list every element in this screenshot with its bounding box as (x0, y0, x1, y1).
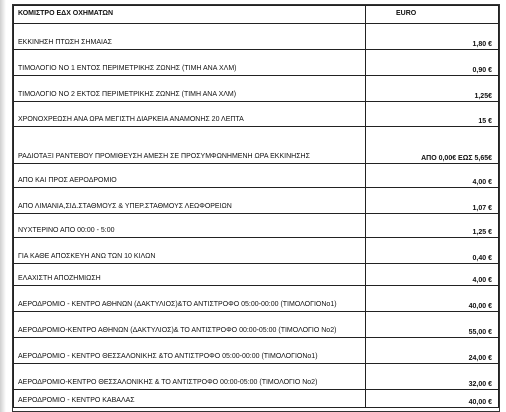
row-description: ΑΠΟ ΚΑΙ ΠΡΟΣ ΑΕΡΟΔΡΟΜΙΟ (18, 177, 117, 184)
table-row (14, 102, 499, 127)
table-row (14, 364, 499, 390)
row-description: ΑΠΟ ΛΙΜΑΝΙΑ,ΣΙΔ.ΣΤΑΘΜΟΥΣ & ΥΠΕΡ.ΣΤΑΘΜΟΥΣ ΛΕΩΦΟΡΕΙΩΝ (18, 203, 232, 210)
row-value: ΑΠΟ 0,00€ ΕΩΣ 5,65€ (366, 127, 499, 164)
row-value: 1,80 € (366, 24, 499, 50)
row-description: ΤΙΜΟΛΟΓΙΟ ΝΟ 1 ΕΝΤΟΣ ΠΕΡΙΜΕΤΡΙΚΗΣ ΖΩΝΗΣ (ΤΙΜΗ ΑΝΑ ΧΛΜ) (18, 65, 237, 72)
row-description: ΕΛΑΧΙΣΤΗ ΑΠΟΖΗΜΙΩΣΗ (18, 275, 101, 282)
row-value: 1,25 € (366, 214, 499, 238)
row-value: 15 € (366, 102, 499, 127)
row-value: 4,00 € (366, 164, 499, 188)
fare-table-frame (12, 4, 500, 412)
table-row (14, 164, 499, 188)
row-description: ΧΡΟΝΟΧΡΕΩΣΗ ΑΝΑ ΩΡΑ ΜΕΓΙΣΤΗ ΔΙΑΡΚΕΙΑ ΑΝΑΜΟΝΗΣ 20 ΛΕΠΤΑ (18, 116, 244, 123)
table-row (14, 214, 499, 238)
row-description: ΑΕΡΟΔΡΟΜΙΟ - ΚΕΝΤΡΟ ΑΘΗΝΩΝ (ΔΑΚΤΥΛΙΟΣ)&ΤΟ ΑΝΤΙΣΤΡΟΦΟ 05:00-00:00 (ΤΙΜΟΛΟΓΙΟΝο1) (18, 301, 337, 308)
table-row (14, 188, 499, 214)
row-value: 4,00 € (366, 264, 499, 286)
row-description: ΑΕΡΟΔΡΟΜΙΟ-ΚΕΝΤΡΟ ΘΕΣΣΑΛΟΝΙΚΗΣ & ΤΟ ΑΝΤΙΣΤΡΟΦΟ 00:00-05:00 (ΤΙΜΟΛΟΓΙΟ Νο2) (18, 379, 318, 386)
row-value: 55,00 € (366, 312, 499, 338)
row-description: ΝΥΧΤΕΡΙΝΟ ΑΠΟ 00:00 - 5:00 (18, 227, 115, 234)
row-value: 0,90 € (366, 50, 499, 76)
table-row (14, 312, 499, 338)
row-value: 1,25€ (366, 76, 499, 102)
row-value: 32,00 € (366, 364, 499, 390)
table-title: ΚΟΜΙΣΤΡΟ ΕΔΧ ΟΧΗΜΑΤΩΝ (14, 6, 366, 24)
row-description: ΕΚΚΙΝΗΣΗ ΠΤΩΣΗ ΣΗΜΑΙΑΣ (18, 39, 112, 46)
row-description: ΤΙΜΟΛΟΓΙΟ ΝΟ 2 ΕΚΤΟΣ ΠΕΡΙΜΕΤΡΙΚΗΣ ΖΩΝΗΣ (ΤΙΜΗ ΑΝΑ ΧΛΜ) (18, 91, 237, 98)
fare-table (13, 5, 499, 408)
row-description: ΑΕΡΟΔΡΟΜΙΟ - ΚΕΝΤΡΟ ΚΑΒΑΛΑΣ (18, 397, 135, 404)
table-row (14, 264, 499, 286)
table-row (14, 127, 499, 164)
row-value: 40,00 € (366, 286, 499, 312)
row-value: 1,07 € (366, 188, 499, 214)
row-value: 24,00 € (366, 338, 499, 364)
row-value: 40,00 € (366, 390, 499, 408)
row-description: ΓΙΑ ΚΑΘΕ ΑΠΟΣΚΕΥΗ ΑΝΩ ΤΩΝ 10 ΚΙΛΩΝ (18, 253, 156, 260)
table-row (14, 238, 499, 264)
table-row (14, 24, 499, 50)
table-row (14, 286, 499, 312)
table-row (14, 390, 499, 408)
row-value: 0,40 € (366, 238, 499, 264)
currency-header: EURO (366, 6, 499, 24)
table-header-row (14, 6, 499, 24)
row-description: ΑΕΡΟΔΡΟΜΙΟ - ΚΕΝΤΡΟ ΘΕΣΣΑΛΟΝΙΚΗΣ &ΤΟ ΑΝΤΙΣΤΡΟΦΟ 05:00-00:00 (ΤΙΜΟΛΟΓΙΟΝο1) (18, 353, 318, 360)
row-description: ΑΕΡΟΔΡΟΜΙΟ-ΚΕΝΤΡΟ ΑΘΗΝΩΝ (ΔΑΚΤΥΛΙΟΣ)& ΤΟ ΑΝΤΙΣΤΡΟΦΟ 00:00-05:00 (ΤΙΜΟΛΟΓΙΟ Νο2) (18, 327, 337, 334)
table-row (14, 76, 499, 102)
row-description: ΡΑΔΙΟΤΑΞΙ ΡΑΝΤΕΒΟΥ ΠΡΟΜΙΘΕΥΣΗ ΑΜΕΣΗ ΣΕ ΠΡΟΣΥΜΦΩΝΗΜΕΝΗ ΩΡΑ ΕΚΚΙΝΗΣΗΣ (18, 153, 310, 160)
page-edge-shadow (0, 0, 6, 412)
table-row (14, 338, 499, 364)
table-row (14, 50, 499, 76)
